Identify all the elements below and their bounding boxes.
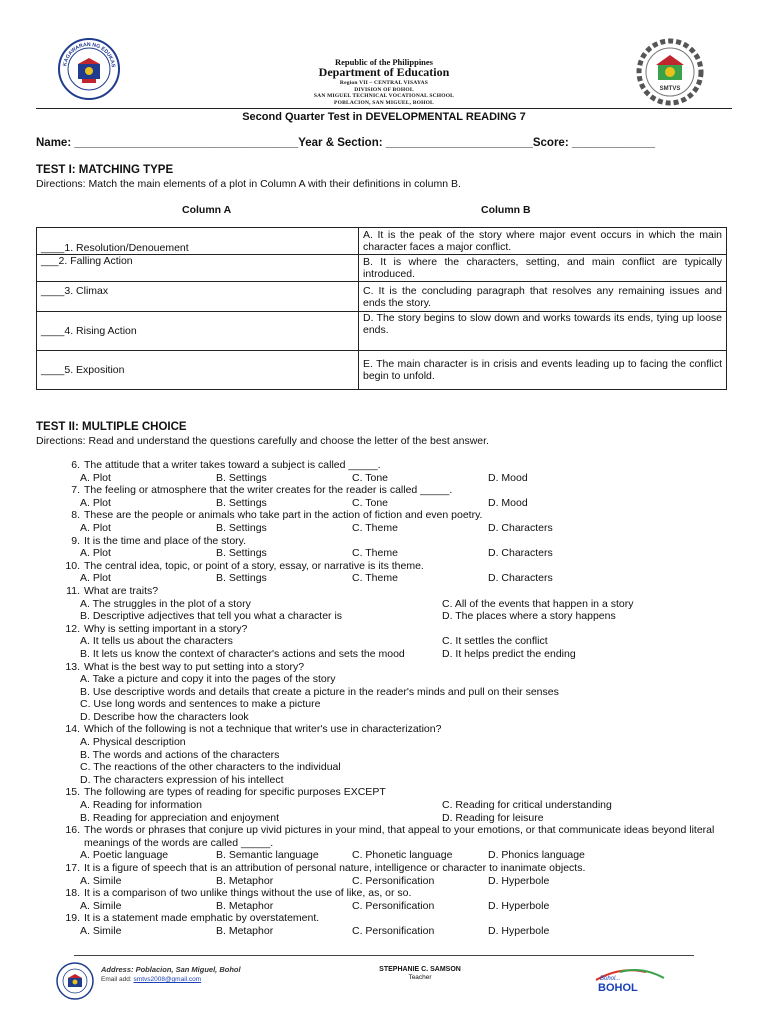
question-item [56,723,736,736]
header-division: DIVISION OF BOHOL [354,86,414,93]
question-number: 12. [65,622,80,635]
answer-option: D. Describe how the characters look [80,710,249,723]
name-year-score-line: Name: ___________________________________Year & Section: _______________________Score: _____________ [36,137,655,149]
answer-options [56,812,736,825]
answer-option: D. Characters [488,572,553,585]
answer-option: B. Settings [216,471,267,484]
column-a-item: ____1. Resolution/Denouement [37,228,359,255]
footer-teacher [360,966,480,981]
answer-option: A. Take a picture and copy it into the pages of the story [80,673,336,686]
answer-option: C. It settles the conflict [442,635,548,648]
question-item [56,585,736,598]
answer-option: C. Use long words and sentences to make a picture [80,698,321,711]
answer-options [56,799,736,812]
column-a-item: ____5. Exposition [37,351,359,390]
footer-email-line [101,976,201,983]
question-item [56,459,736,472]
test-title: Second Quarter Test in DEVELOPMENTAL READING 7 [242,111,526,123]
header-school: SAN MIGUEL TECHNICAL VOCATIONAL SCHOOL [313,93,455,99]
question-item [56,887,736,900]
footer-address: Address: Poblacion, San Miguel, Bohol [101,965,241,974]
answer-option: B. Settings [216,547,267,560]
answer-option: A. It tells us about the characters [80,635,233,648]
question-text: It is the time and place of the story. [84,534,247,547]
answer-option: D. Hyperbole [488,874,550,887]
question-text: The feeling or atmosphere that the writer creates for the reader is called _____. [84,484,453,497]
answer-option: B. Metaphor [216,874,274,887]
question-number: 19. [65,912,80,925]
answer-options [56,736,736,749]
answer-option: C. Personification [352,924,435,937]
answer-option: C. Personification [352,874,435,887]
question-item [56,484,736,497]
question-text: The attitude that a writer takes toward a subject is called _____. [84,459,381,471]
question-text: These are the people or animals who take part in the action of fiction and even poetry. [84,509,483,522]
footer-email-link[interactable]: smtvs2008@gmail.com [133,976,202,983]
answer-options [56,761,736,774]
answer-options [56,711,736,724]
answer-option: D. Hyperbole [488,899,550,912]
question-number: 9. [71,534,80,547]
question-text: It is a comparison of two unlike things without the use of like, as, or so. [84,887,412,900]
answer-options [56,547,736,560]
table-row [37,312,727,351]
column-b-heading: Column B [481,204,531,216]
answer-option: D. Phonics language [488,849,585,862]
answer-options [56,698,736,711]
answer-option: C. Theme [352,521,398,534]
answer-option: B. Metaphor [216,899,274,912]
answer-option: C. The reactions of the other characters to the individual [80,761,341,774]
table-row [37,255,727,282]
answer-options [56,648,736,661]
answer-options [56,774,736,787]
answer-option: B. Descriptive adjectives that tell you what a character is [80,610,343,623]
answer-option: C. Tone [352,471,388,484]
table-row [37,282,727,312]
answer-options [56,849,736,862]
column-b-item: A. It is the peak of the story where major event occurs in which the main character faces a major conflict. [359,228,727,255]
answer-option: D. Hyperbole [488,924,550,937]
question-item [56,824,736,849]
answer-option: B. Use descriptive words and details that create a picture in the reader's minds and pull on their senses [80,685,559,698]
bohol-logo-text: BOHOL [598,982,638,994]
answer-option: B. Settings [216,521,267,534]
answer-option: C. All of the events that happen in a story [442,597,634,610]
answer-option: A. Simile [80,924,122,937]
question-number: 16. [65,824,80,837]
answer-options [56,900,736,913]
answer-options [56,875,736,888]
footer-email-label: Email add: [101,976,134,983]
answer-option: D. The characters expression of his intellect [80,773,284,786]
answer-option: D. Characters [488,521,553,534]
question-number: 6. [71,459,80,471]
answer-option: A. Plot [80,496,111,509]
deped-seal [58,38,120,100]
question-item [56,560,736,573]
answer-option: A. Physical description [80,736,186,749]
answer-option: A. Reading for information [80,799,202,812]
footer-divider [74,955,694,956]
answer-option: C. Theme [352,547,398,560]
question-text: The words or phrases that conjure up vivid pictures in your mind, that appeal to your emotions, or that communicate ideas beyond literal meanings of the words are called _____. [84,824,715,849]
question-item [56,862,736,875]
answer-option: A. Simile [80,899,122,912]
question-item [56,535,736,548]
question-number: 15. [65,786,80,799]
question-text: What is the best way to put setting into a story? [84,660,305,673]
answer-option: D. It helps predict the ending [442,647,576,660]
answer-option: C. Theme [352,572,398,585]
answer-options [56,497,736,510]
answer-option: D. Characters [488,547,553,560]
question-text: Why is setting important in a story? [84,622,248,635]
answer-option: D. The places where a story happens [442,610,616,623]
column-a-item: ___2. Falling Action [37,255,359,282]
answer-options [56,673,736,686]
question-text: Which of the following is not a technique that writer's use in characterization? [84,723,442,736]
multiple-choice-list [56,459,736,938]
answer-options [56,925,736,938]
question-number: 13. [65,660,80,673]
question-text: The central idea, topic, or point of a story, essay, or narrative is its theme. [84,559,424,572]
column-b-item: E. The main character is in crisis and events leading up to facing the conflict begin to unfold. [359,351,727,390]
column-b-item: D. The story begins to slow down and works towards its ends, tying up loose ends. [359,312,727,351]
question-item [56,661,736,674]
answer-option: B. Settings [216,496,267,509]
answer-option: A. Plot [80,547,111,560]
header-department: Department of Education [318,65,450,79]
school-seal-text: SMTVS [659,86,681,92]
question-text: What are traits? [84,584,159,597]
answer-option: A. Plot [80,521,111,534]
test1-directions: Directions: Match the main elements of a plot in Column A with their definitions in column B. [36,178,461,190]
question-text: The following are types of reading for specific purposes EXCEPT [84,786,386,799]
matching-table [36,227,727,390]
answer-option: B. Semantic language [216,849,319,862]
column-a-heading: Column A [182,204,232,216]
column-a-item: ____4. Rising Action [37,312,359,351]
answer-option: D. Mood [488,471,528,484]
answer-option: B. Reading for appreciation and enjoyment [80,811,280,824]
answer-options [56,598,736,611]
deped-seal-text: KAGAWARAN NG EDUKAS [62,41,116,68]
header-republic: Republic of the Philippines [334,57,433,67]
question-number: 10. [65,559,80,572]
column-b-item: C. It is the concluding paragraph that resolves any remaining issues and ends the story. [359,282,727,312]
header-address: POBLACION, SAN MIGUEL, BOHOL [334,99,434,106]
question-number: 11. [66,584,80,597]
answer-option: D. Reading for leisure [442,811,544,824]
answer-options [56,572,736,585]
test1-title: TEST I: MATCHING TYPE [36,164,174,176]
answer-option: A. Poetic language [80,849,169,862]
answer-option: C. Personification [352,899,435,912]
question-text: It is a statement made emphatic by overstatement. [84,912,320,925]
answer-option: B. Metaphor [216,924,274,937]
bohol-logo-small-text: Bohol... [600,976,621,982]
table-row [37,351,727,390]
question-number: 8. [71,509,80,522]
answer-options [56,635,736,648]
answer-options [56,610,736,623]
answer-options [56,472,736,485]
answer-option: B. It lets us know the context of character's actions and sets the mood [80,647,405,660]
answer-option: B. Settings [216,572,267,585]
teacher-role: Teacher [408,974,432,981]
answer-option: A. Plot [80,471,111,484]
question-number: 14. [65,723,80,736]
question-number: 17. [65,862,80,874]
question-number: 18. [65,887,80,900]
answer-options [56,522,736,535]
answer-option: C. Tone [352,496,388,509]
teacher-name: STEPHANIE C. SAMSON [379,966,461,973]
table-row [37,228,727,255]
answer-options [56,749,736,762]
question-text: It is a figure of speech that is an attribution of personal nature, intelligence or character to inanimate objects. [84,862,586,874]
answer-option: A. Simile [80,874,122,887]
school-seal [636,38,704,106]
header-divider [36,108,732,109]
footer-deped-seal [56,962,94,1000]
test2-directions: Directions: Read and understand the questions carefully and choose the letter of the best answer. [36,435,489,447]
question-item [56,509,736,522]
answer-option: A. Plot [80,572,111,585]
question-item [56,623,736,636]
test2-title: TEST II: MULTIPLE CHOICE [36,421,187,433]
answer-option: C. Reading for critical understanding [442,799,612,812]
column-a-item: ____3. Climax [37,282,359,312]
answer-options [56,686,736,699]
answer-option: D. Mood [488,496,528,509]
question-item [56,912,736,925]
question-item [56,786,736,799]
bohol-logo [590,966,670,994]
answer-option: A. The struggles in the plot of a story [80,597,251,610]
answer-option: B. The words and actions of the characters [80,748,280,761]
column-b-item: B. It is where the characters, setting, and main conflict are typically introduced. [359,255,727,282]
answer-option: C. Phonetic language [352,849,453,862]
header-region: Region VII – CENTRAL VISAYAS [339,80,429,86]
question-number: 7. [71,484,80,497]
